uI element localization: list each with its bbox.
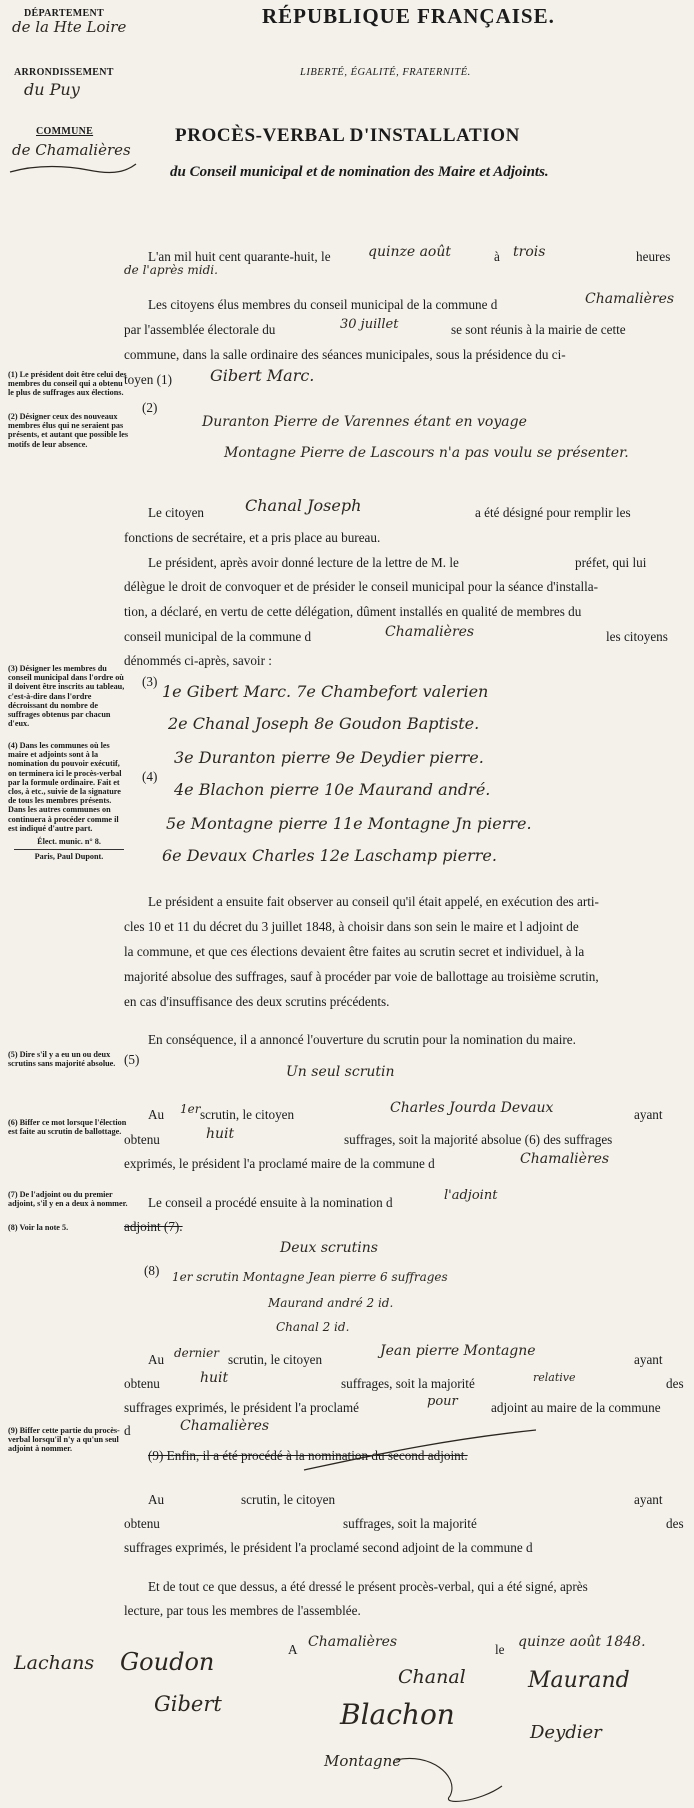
signature: Chanal (398, 1666, 466, 1688)
mayor-scrutin-count: Un seul scrutin (286, 1064, 395, 1080)
note-6: (6) Biffer ce mot lorsque l'élection est faite au scrutin de ballottage. (8, 1118, 127, 1137)
document-subtitle: du Conseil municipal et de nomination des Maire et Adjoints. (170, 164, 549, 180)
adjoint-marker-8: (8) (144, 1263, 160, 1278)
document-title: PROCÈS-VERBAL D'INSTALLATION (175, 125, 520, 146)
secretary-line-1a: Le citoyen (148, 505, 205, 520)
second-line-2c: des (666, 1516, 684, 1531)
observe-line-4: majorité absolue des suffrages, sauf à procéder par voie de ballottage au troisième scrutin, (124, 969, 599, 984)
departement-value: de la Hte Loire (12, 18, 127, 36)
adjoint-line-2: adjoint (7). (124, 1219, 183, 1234)
president-line-2: délègue le droit de convoquer et de présider le conseil municipal pour la séance d'installa- (124, 579, 599, 594)
members-marker-3: (3) (142, 674, 158, 689)
tally-line: Chanal 2 id. (276, 1320, 350, 1334)
mayor-line-2a: Au (148, 1107, 165, 1122)
printer-name: Paris, Paul Dupont. (34, 852, 104, 861)
adjoint-line-3c: ayant (634, 1352, 663, 1367)
closing-line-1: Et de tout ce que dessus, a été dressé le présent procès-verbal, qui a été signé, après (148, 1579, 588, 1594)
divider (14, 849, 124, 850)
observe-line-3: la commune, et que ces élections devaient être faites au scrutin secret et individuel, à la (124, 944, 585, 959)
arrondissement-label: ARRONDISSEMENT (14, 67, 114, 78)
president-commune: Chamalières (385, 624, 475, 640)
motto: LIBERTÉ, ÉGALITÉ, FRATERNITÉ. (300, 67, 471, 78)
tally-line: Maurand andré 2 id. (268, 1296, 394, 1310)
adjoint-name: Jean pierre Montagne (380, 1343, 536, 1359)
signature: Lachans (14, 1652, 95, 1674)
mayor-line-2c: ayant (634, 1107, 663, 1122)
adjoint-line-5a: suffrages exprimés, le président l'a proclamé (124, 1400, 360, 1415)
mayor-line-1: En conséquence, il a annoncé l'ouverture du scrutin pour la nomination du maire. (148, 1032, 576, 1047)
intro-election-date: 30 juillet (340, 317, 399, 332)
intro-line-1a: L'an mil huit cent quarante-huit, le (148, 249, 331, 264)
observe-line-5: en cas d'insuffisance des deux scrutins précédents. (124, 994, 390, 1009)
intro-president: Gibert Marc. (210, 366, 315, 385)
second-line-1c: ayant (634, 1492, 663, 1507)
secretary-line-2: fonctions de secrétaire, et a pris place au bureau. (124, 530, 381, 545)
signature: Deydier (530, 1722, 602, 1743)
second-line-2b: suffrages, soit la majorité (343, 1516, 477, 1531)
intro-line-3a: Les citoyens élus membres du conseil municipal de la commune d (148, 297, 498, 312)
second-line-1a: Au (148, 1492, 165, 1507)
intro-date: quinze août (368, 244, 452, 260)
second-line-1b: scrutin, le citoyen (241, 1492, 336, 1507)
adjoint-line-6a: d (124, 1423, 131, 1438)
observe-line-2: cles 10 et 11 du décret du 3 juillet 1848, à choisir dans son sein le maire et l adjoint de (124, 919, 579, 934)
intro-line-4a: par l'assemblée électorale du (124, 322, 276, 337)
adjoint-title: l'adjoint (444, 1188, 498, 1203)
signature: Blachon (340, 1698, 455, 1731)
intro-absent-2: Montagne Pierre de Lascours n'a pas voulu se présenter. (224, 445, 629, 461)
intro-hour: trois (513, 244, 546, 260)
signature-flourish (390, 1746, 510, 1806)
commune-value: de Chamalières (12, 141, 131, 159)
closing-le: le (495, 1642, 505, 1657)
president-line-1a: Le président, après avoir donné lecture de la lettre de M. le (148, 555, 459, 570)
mayor-commune: Chamalières (520, 1151, 610, 1167)
member-line: 3e Duranton pierre 9e Deydier pierre. (174, 748, 484, 767)
mayor-line-3b: suffrages, soit la majorité absolue (6) des suffrages (344, 1132, 613, 1147)
member-line: 5e Montagne pierre 11e Montagne Jn pierre. (166, 814, 532, 833)
secretary-name: Chanal Joseph (245, 496, 362, 515)
mayor-line-3a: obtenu (124, 1132, 160, 1147)
second-line-3: suffrages exprimés, le président l'a proclamé second adjoint de la commune d (124, 1540, 533, 1555)
closing-place: Chamalières (308, 1634, 398, 1650)
closing-date: quinze août 1848. (518, 1634, 646, 1650)
adjoint-scrutin-number: dernier (174, 1346, 219, 1360)
adjoint-pour: pour (427, 1394, 458, 1409)
adjoint-line-5b: adjoint au maire de la commune (491, 1400, 661, 1415)
republic-heading: RÉPUBLIQUE FRANÇAISE. (262, 4, 555, 28)
pen-flourish (8, 160, 138, 178)
second-line-2a: obtenu (124, 1516, 160, 1531)
members-marker-4: (4) (142, 769, 158, 784)
mayor-marker-5: (5) (124, 1052, 140, 1067)
intro-line-1c: heures (636, 249, 671, 264)
adjoint-scrutin-count: Deux scrutins (280, 1240, 378, 1256)
tally-line: 1er scrutin Montagne Jean pierre 6 suffrages (172, 1270, 448, 1284)
president-line-5: dénommés ci-après, savoir : (124, 653, 272, 668)
note-5: (5) Dire s'il y a eu un ou deux scrutins sans majorité absolue. (8, 1050, 116, 1069)
adjoint-line-7: (9) Enfin, il a été procédé à la nomination du second adjoint. (148, 1448, 468, 1463)
commune-label: COMMUNE (36, 126, 94, 137)
cross-out-mark (300, 1426, 540, 1476)
adjoint-commune: Chamalières (180, 1418, 270, 1434)
mayor-line-2b: scrutin, le citoyen (200, 1107, 295, 1122)
signature: Goudon (120, 1648, 215, 1676)
secretary-line-1b: a été désigné pour remplir les (475, 505, 631, 520)
intro-afternoon: de l'après midi. (124, 263, 218, 277)
member-line: 1e Gibert Marc. 7e Chambefort valerien (162, 682, 489, 701)
adjoint-line-4a: obtenu (124, 1376, 160, 1391)
note-2: (2) Désigner ceux des nouveaux membres élus qui ne seraient pas présents, et autant que possible les motifs de leur absence. (8, 412, 129, 449)
adjoint-line-1a: Le conseil a procédé ensuite à la nomination d (148, 1195, 393, 1210)
mayor-name: Charles Jourda Devaux (390, 1100, 554, 1116)
intro-commune: Chamalières (585, 291, 675, 307)
adjoint-line-3b: scrutin, le citoyen (228, 1352, 323, 1367)
adjoint-majority: relative (533, 1371, 576, 1384)
note-8: (8) Voir la note 5. (8, 1223, 69, 1232)
president-line-1b: préfet, qui lui (575, 555, 647, 570)
signature: Montagne (324, 1752, 402, 1770)
mayor-votes: huit (206, 1126, 235, 1142)
arrondissement-value: du Puy (24, 80, 80, 99)
president-line-4a: conseil municipal de la commune d (124, 629, 312, 644)
intro-marker-2: (2) (142, 400, 158, 415)
intro-line-1b: à (494, 249, 500, 264)
departement-label: DÉPARTEMENT (24, 8, 104, 19)
signature: Maurand (528, 1668, 630, 1693)
intro-line-6a: toyen (1) (124, 372, 172, 387)
member-line: 4e Blachon pierre 10e Maurand andré. (174, 780, 491, 799)
adjoint-line-3a: Au (148, 1352, 165, 1367)
adjoint-votes: huit (200, 1370, 229, 1386)
election-form-number: Élect. munic. n° 8. (37, 837, 101, 846)
observe-line-1: Le président a ensuite fait observer au conseil qu'il était appelé, en exécution des arti- (148, 894, 599, 909)
note-1: (1) Le président doit être celui des membres du conseil qui a obtenu le plus de suffrages aux élections. (8, 370, 127, 398)
mayor-scrutin-number: 1er (180, 1102, 201, 1116)
member-line: 6e Devaux Charles 12e Laschamp pierre. (162, 846, 497, 865)
intro-absent-1: Duranton Pierre de Varennes étant en voyage (202, 414, 527, 430)
note-9: (9) Biffer cette partie du procès-verbal lorsqu'il n'y a qu'un seul adjoint à nommer. (8, 1426, 120, 1454)
signature: Gibert (154, 1692, 222, 1716)
president-line-3: tion, a déclaré, en vertu de cette délégation, dûment installés en qualité de membres du (124, 604, 582, 619)
adjoint-line-4c: des (666, 1376, 684, 1391)
closing-line-2: lecture, par tous les membres de l'assemblée. (124, 1603, 361, 1618)
note-4: (4) Dans les communes où les maire et adjoints sont à la nomination du pouvoir exécutif, on terminera ici le procès-verbal par la formule ordinaire. Fait et clos, à etc., suivie de la signature de tous les membres présents. Dans les autres communes on continuera à procéder comme il est indiqué d'autre part. (8, 741, 122, 833)
closing-a: A (288, 1642, 298, 1657)
note-3: (3) Désigner les membres du conseil municipal dans l'ordre où il doivent être inscrits au tableau, c'est-à-dire dans l'ordre décroissant du nombre de suffrages obtenus par chacun d'eux. (8, 664, 125, 729)
member-line: 2e Chanal Joseph 8e Goudon Baptiste. (168, 714, 480, 733)
intro-line-5: commune, dans la salle ordinaire des séances municipales, sous la présidence du ci- (124, 347, 566, 362)
president-line-4b: les citoyens (606, 629, 668, 644)
note-7: (7) De l'adjoint ou du premier adjoint, s'il y en a deux à nommer. (8, 1190, 128, 1209)
mayor-line-4: exprimés, le président l'a proclamé maire de la commune d (124, 1156, 435, 1171)
intro-line-4b: se sont réunis à la mairie de cette (451, 322, 626, 337)
adjoint-line-4b: suffrages, soit la majorité (341, 1376, 475, 1391)
